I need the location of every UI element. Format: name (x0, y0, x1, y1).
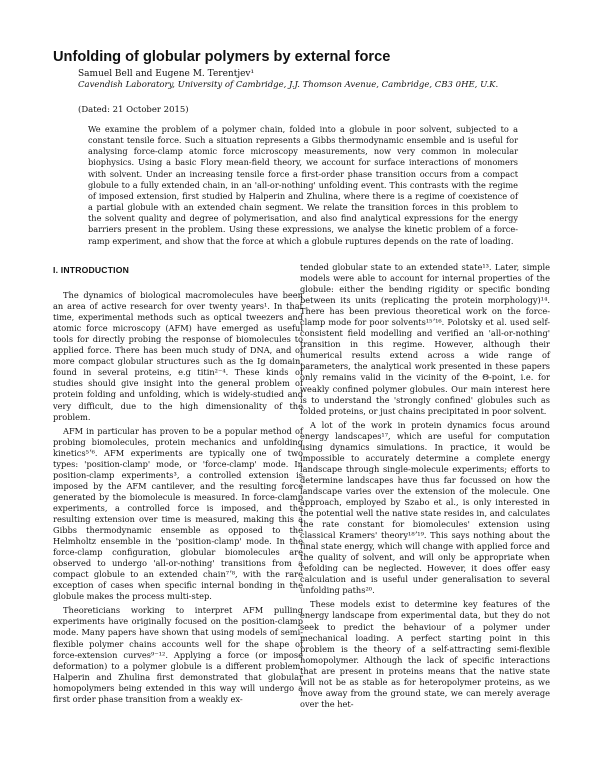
date-line: (Dated: 21 October 2015) (78, 105, 189, 115)
body-paragraph: These models exist to determine key features of the energy landscape from experimental data, but they do not seek to predict the behaviour of a polymer under mechanical loading. A perfect starting point in this problem is the theory of a self-attracting semi-flexible homopolymer. Although the lack of specific interactions that are present in proteins means that the native state will not be as stable as for heteropolymer proteins, as we move away from the ground state, we can merely average over the het- (300, 599, 550, 709)
affiliation: Cavendish Laboratory, University of Cambridge, J.J. Thomson Avenue, Cambridge, CB3 0HE, U.K. (78, 80, 499, 90)
body-paragraph: AFM in particular has proven to be a popular method of probing biomolecules, protein mechanics and unfolding kinetics⁵ʼ⁶. AFM experiments are typically one of two types: 'position-clamp' mode, or 'force-clamp' mode. In position-clamp experiments³, a controlled extension is imposed by the AFM cantilever, and the resulting force generated by the biomolecule is measured. In force-clamp experiments, a controlled force is imposed, and the resulting extension over time is measured, making this a Gibbs thermodynamic ensemble as opposed to the Helmholtz ensemble in the 'position-clamp' mode. In the force-clamp configuration, globular biomolecules are observed to undergo 'all-or-nothing' transitions from a compact globule to an extended chain⁷ʼ⁸, with the rare exception of cases when specific internal bonding in the globule makes the process multi-step. (53, 425, 303, 602)
paper-title: Unfolding of globular polymers by external force (53, 49, 391, 65)
abstract: We examine the problem of a polymer chain, folded into a globule in poor solvent, subjected to a constant tensile force. Such a situation represents a Gibbs thermodynamic ensemble and is useful for analysing force-clamp atomic force microscopy measurements, now very common in molecular biophysics. Using a basic Flory mean-field theory, we account for surface interactions of monomers with solvent. Under an increasing tensile force a first-order phase transition occurs from a compact globule to a fully extended chain, in an 'all-or-nothing' unfolding event. This contrasts with the regime of imposed extension, first studied by Halperin and Zhulina, where there is a regime of coexistence of a partial globule with an extended chain segment. We relate the transition forces in this problem to the solvent quality and degree of polymerisation, and also find analytical expressions for the energy barriers present in the problem. Using these expressions, we analyse the kinetic problem of a force-ramp experiment, and show that the force at which a globule ruptures depends on the rate of loading. (88, 124, 518, 246)
left-column (53, 265, 303, 708)
body-paragraph: tended globular state to an extended state¹³. Later, simple models were able to account for internal properties of the globule: either the bending rigidity or specific bonding between its units (replicating the protein morphology)¹⁴. There has been previous theoretical work on the force-clamp mode for poor solvents¹⁵ʼ¹⁶. Polotsky et al. used self-consistent field modelling and verified an 'all-or-nothing' transition in this regime. However, although their numerical results extend across a wide range of parameters, the analytical work presented in these papers only remains valid in the vicinity of the Θ-point, i.e. for weakly confined polymer globules. Our main interest here is to understand the 'strongly confined' globules such as folded proteins, or just chains precipitated in poor solvent. (300, 262, 550, 416)
body-paragraph: Theoreticians working to interpret AFM pulling experiments have originally focused on the position-clamp mode. Many papers have shown that using models of semi-flexible polymer chains accounts well for the shape of force-extension curves⁹⁻¹². Applying a force (or impose deformation) to a polymer globule is a different problem. Halperin and Zhulina first demonstrated that globular homopolymers being extended in this way will undergo a first order phase transition from a weakly ex- (53, 605, 303, 704)
body-paragraph: A lot of the work in protein dynamics focus around energy landscapes¹⁷, which are useful for computation using dynamics simulations. In practice, it would be impossible to accurately determine a complete energy landscape through single-molecule experiments; efforts to determine landscapes have thus far focussed on how the landscape varies over the extension of the molecule. One approach, employed by Szabo et al., is only interested in the potential well the native state resides in, and calculates the rate constant for biomolecules' extension using classical Kramers' theory¹⁸ʼ¹⁹. This says nothing about the final state energy, which will change with applied force and the quality of solvent, and will only be appropriate when refolding can be neglected. However, it does offer easy calculation and is useful under generalisation to several unfolding paths²⁰. (300, 419, 550, 596)
body-paragraph: The dynamics of biological macromolecules have been an area of active research for over twenty years¹. In that time, experimental methods such as optical tweezers and atomic force microscopy (AFM) have emerged as useful tools for directly probing the response of biomolecules to applied force. There has been much study of DNA, and of more compact globular structures such as the Ig domain, found in several proteins, e.g titin²⁻⁴. These kinds of studies should give insight into the general problem of protein folding and unfolding, which is widely-studied and very difficult, due to the high dimensionality of the problem. (53, 290, 303, 422)
section-heading: I. INTRODUCTION (53, 265, 130, 275)
author-list: Samuel Bell and Eugene M. Terentjev¹ (78, 69, 255, 79)
right-column (300, 262, 550, 713)
